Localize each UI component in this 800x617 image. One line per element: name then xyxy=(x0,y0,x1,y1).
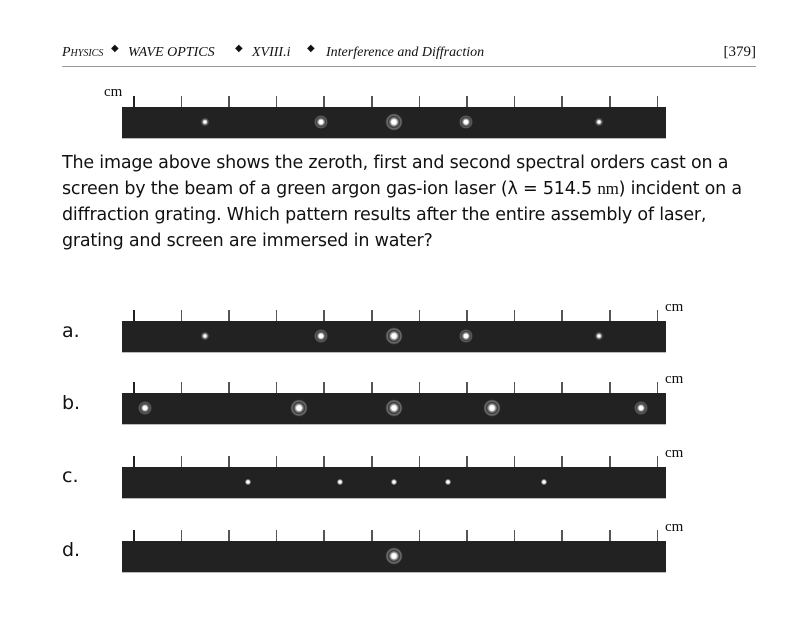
ruler-tick xyxy=(561,456,563,467)
diffraction-spot xyxy=(460,330,473,343)
ruler-tick xyxy=(657,382,659,393)
option-c-figure[interactable] xyxy=(0,445,800,498)
ruler-tick xyxy=(228,382,230,393)
ruler-tick xyxy=(657,530,659,541)
diffraction-spot xyxy=(386,400,403,417)
ruler-tick xyxy=(514,382,516,393)
ruler-tick xyxy=(371,382,373,393)
ruler-tick xyxy=(323,96,325,107)
diffraction-spot xyxy=(445,479,451,485)
ruler-tick xyxy=(609,382,611,393)
ruler-tick xyxy=(323,382,325,393)
ruler-tick xyxy=(133,310,135,321)
ruler-tick xyxy=(419,530,421,541)
ruler-tick xyxy=(514,310,516,321)
reference-diffraction-figure xyxy=(0,84,800,138)
ruler-tick xyxy=(133,530,135,541)
ruler-tick xyxy=(657,456,659,467)
diffraction-spot xyxy=(315,116,328,129)
ruler-tick xyxy=(276,456,278,467)
diffraction-spot xyxy=(139,402,152,415)
diffraction-spot xyxy=(315,330,328,343)
ruler-tick xyxy=(609,96,611,107)
ruler-tick xyxy=(371,456,373,467)
ruler-tick xyxy=(419,310,421,321)
screen-bar xyxy=(122,393,666,424)
ruler-tick xyxy=(419,456,421,467)
ruler-tick xyxy=(466,456,468,467)
header-subject: Physics xyxy=(62,45,104,60)
diffraction-spot xyxy=(541,479,547,485)
diffraction-spot xyxy=(201,118,210,127)
ruler-tick xyxy=(561,96,563,107)
screen-bar xyxy=(122,321,666,352)
ruler-tick xyxy=(609,310,611,321)
ruler-tick xyxy=(181,530,183,541)
ruler-tick xyxy=(609,530,611,541)
diffraction-spot xyxy=(635,402,648,415)
bullet-icon: ◆ xyxy=(307,43,315,54)
ruler-tick xyxy=(466,530,468,541)
diffraction-spot xyxy=(484,400,501,417)
ruler-tick xyxy=(514,530,516,541)
ruler-tick xyxy=(466,310,468,321)
ruler-tick xyxy=(419,96,421,107)
header-unit: WAVE OPTICS xyxy=(128,45,215,60)
ruler-tick xyxy=(514,96,516,107)
ruler-tick xyxy=(276,530,278,541)
ruler-tick xyxy=(561,310,563,321)
unit-label: cm xyxy=(665,519,684,535)
ruler-tick xyxy=(514,456,516,467)
ruler-tick xyxy=(133,456,135,467)
option-d-label[interactable]: d. xyxy=(62,539,81,561)
ruler-tick xyxy=(181,96,183,107)
ruler-tick xyxy=(181,382,183,393)
ruler-tick xyxy=(657,96,659,107)
question-text: The image above shows the zeroth, first and second spectral orders cast on a screen by the beam of a green argon gas-ion laser (λ = 514.5 nm) incident on a diffraction grating. Which pattern results after the entire assembly of laser, grating and screen are immersed in water? xyxy=(62,153,742,251)
option-b-label[interactable]: b. xyxy=(62,392,81,414)
ruler-tick xyxy=(276,382,278,393)
unit-label: cm xyxy=(104,84,123,100)
header-topic: Interference and Diffraction xyxy=(326,45,485,60)
diffraction-spot xyxy=(595,118,604,127)
ruler-tick xyxy=(181,456,183,467)
ruler-tick xyxy=(228,456,230,467)
diffraction-spot xyxy=(386,114,403,131)
page-number: [379] xyxy=(723,44,756,60)
diffraction-spot xyxy=(391,479,397,485)
diffraction-spot xyxy=(386,328,403,345)
option-a-figure[interactable] xyxy=(0,299,800,352)
option-d-figure[interactable] xyxy=(0,519,800,572)
screen-bar xyxy=(122,541,666,572)
unit-nm: nm xyxy=(597,179,619,198)
screen-bar xyxy=(122,467,666,498)
ruler-tick xyxy=(371,96,373,107)
diffraction-spot xyxy=(595,332,604,341)
bullet-icon: ◆ xyxy=(235,43,243,54)
header-section: XVIII.i xyxy=(252,45,291,60)
ruler-tick xyxy=(181,310,183,321)
option-c-label[interactable]: c. xyxy=(62,465,79,487)
unit-label: cm xyxy=(665,445,684,461)
option-a-label[interactable]: a. xyxy=(62,320,80,342)
ruler-tick xyxy=(466,382,468,393)
ruler-tick xyxy=(323,530,325,541)
bullet-icon: ◆ xyxy=(111,43,119,54)
ruler-tick xyxy=(466,96,468,107)
ruler-tick xyxy=(276,96,278,107)
ruler-tick xyxy=(371,310,373,321)
ruler-tick xyxy=(371,530,373,541)
ruler-tick xyxy=(609,456,611,467)
diffraction-spot xyxy=(460,116,473,129)
ruler-tick xyxy=(419,382,421,393)
ruler-tick xyxy=(228,530,230,541)
diffraction-spot xyxy=(386,548,403,565)
diffraction-spot xyxy=(245,479,251,485)
ruler-tick xyxy=(323,310,325,321)
diffraction-spot xyxy=(291,400,308,417)
ruler-tick xyxy=(657,310,659,321)
ruler-tick xyxy=(133,382,135,393)
ruler-tick xyxy=(323,456,325,467)
running-header xyxy=(62,40,756,67)
screen-bar xyxy=(122,107,666,138)
ruler-tick xyxy=(561,382,563,393)
ruler-tick xyxy=(276,310,278,321)
ruler-tick xyxy=(228,96,230,107)
unit-label: cm xyxy=(665,299,684,315)
diffraction-spot xyxy=(337,479,343,485)
unit-label: cm xyxy=(665,371,684,387)
option-b-figure[interactable] xyxy=(0,371,800,424)
diffraction-spot xyxy=(201,332,210,341)
ruler-tick xyxy=(133,96,135,107)
ruler-tick xyxy=(561,530,563,541)
ruler-tick xyxy=(228,310,230,321)
